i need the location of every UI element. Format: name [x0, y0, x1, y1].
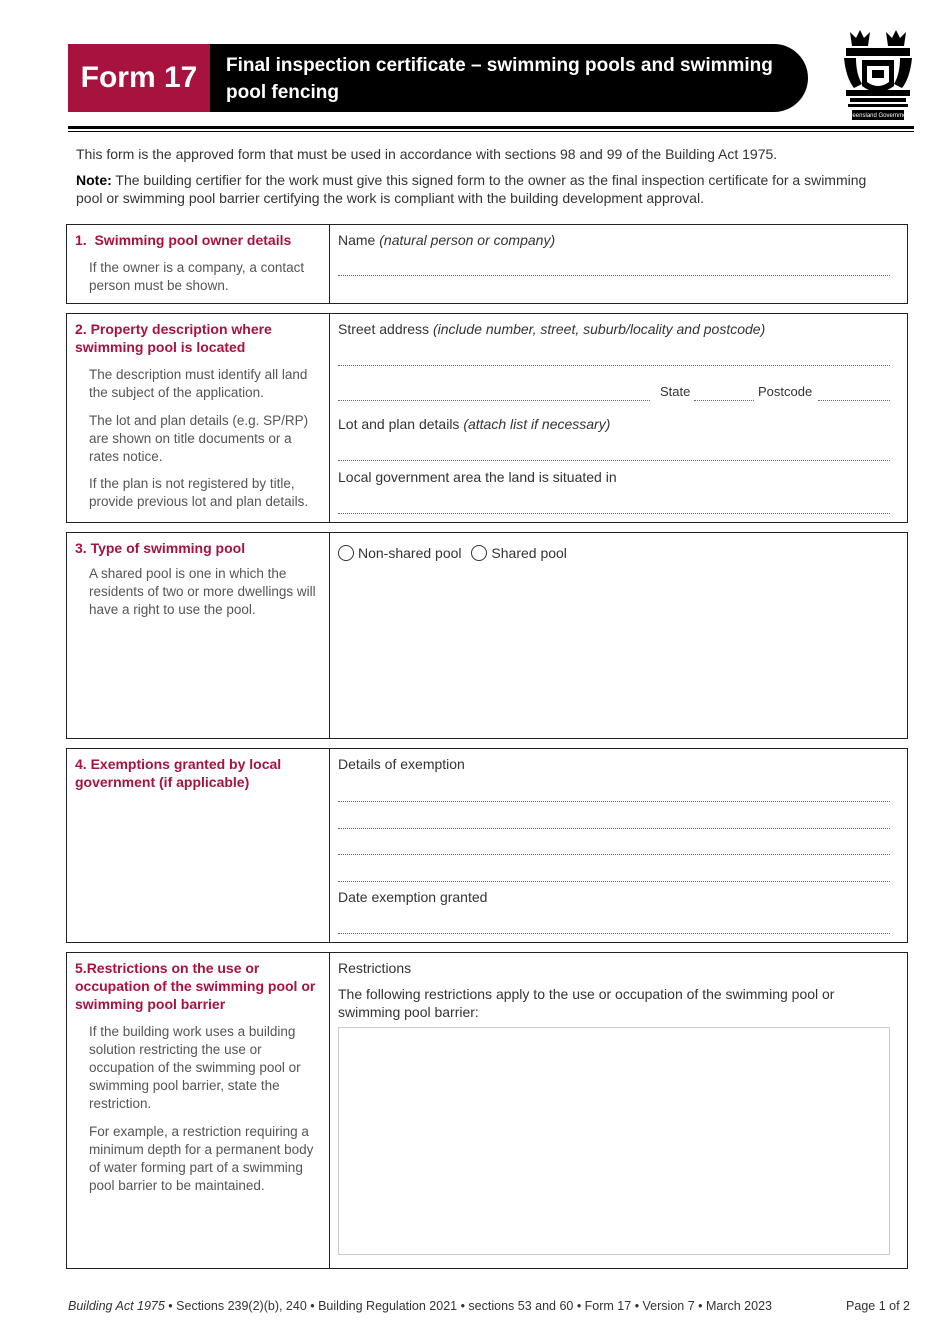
header-rule: [68, 126, 914, 129]
lot-plan-field[interactable]: [338, 460, 890, 461]
restrictions-text: The following restrictions apply to the use or occupation of the swimming pool or swimming pool barrier:: [338, 986, 835, 1020]
shared-pool-option[interactable]: Shared pool: [471, 545, 567, 561]
state-field[interactable]: [694, 400, 754, 401]
shared-pool-radio[interactable]: [471, 545, 487, 561]
section-hint-3: If the plan is not registered by title, provide previous lot and plan details.: [89, 476, 309, 509]
restrictions-input[interactable]: [338, 1027, 890, 1255]
pool-type-options: [338, 545, 573, 561]
section-title: 1. Swimming pool owner details: [75, 232, 292, 248]
section-title: 5.Restrictions on the use or occupation of the swimming pool or swimming pool barrier: [75, 960, 316, 1012]
section-hint-2: For example, a restriction requiring a minimum depth for a permanent body of water forming part of a swimming pool barrier to be maintained.: [89, 1124, 314, 1193]
street-address-field-2[interactable]: [338, 400, 650, 401]
form-number: Form 17: [68, 44, 210, 112]
section-divider: [329, 225, 330, 303]
exemption-details-field-1[interactable]: [338, 801, 890, 802]
section-restrictions: [66, 952, 908, 1269]
section-hint-2: The lot and plan details (e.g. SP/RP) are shown on title documents or a rates notice.: [89, 413, 309, 464]
intro-note: [76, 171, 896, 207]
section-title: 4. Exemptions granted by local government (if applicable): [75, 756, 282, 790]
section-divider: [329, 314, 330, 522]
note-label: Note:: [76, 172, 112, 188]
section-owner-details: [66, 224, 908, 304]
street-address-label: Street address (include number, street, suburb/locality and postcode): [338, 321, 766, 337]
section-property-description: [66, 313, 908, 523]
section-title: 3. Type of swimming pool: [75, 540, 246, 556]
street-address-field-1[interactable]: [338, 365, 890, 366]
intro-text: This form is the approved form that must be used in accordance with sections 98 and 99 of the Building Act 1975.: [76, 146, 778, 162]
restrictions-label: Restrictions: [338, 960, 412, 976]
section-divider: [329, 749, 330, 942]
lot-plan-label: Lot and plan details (attach list if necessary): [338, 416, 611, 432]
postcode-label: Postcode: [758, 384, 813, 399]
exemption-details-field-4[interactable]: [338, 881, 890, 882]
name-label: Name (natural person or company): [338, 232, 556, 248]
section-hint: If the owner is a company, a contact person must be shown.: [89, 260, 305, 293]
section-pool-type: [66, 532, 908, 739]
section-divider: [329, 533, 330, 738]
state-label: State: [660, 384, 691, 399]
queensland-crest-logo: [840, 26, 916, 122]
header-rule-thin: [68, 131, 914, 132]
exemption-details-field-3[interactable]: [338, 854, 890, 855]
name-field[interactable]: [338, 275, 890, 276]
exemption-date-label: Date exemption granted: [338, 889, 488, 905]
postcode-field[interactable]: [818, 400, 890, 401]
lga-label: Local government area the land is situated in: [338, 469, 617, 485]
note-text: The building certifier for the work must give this signed form to the owner as the final inspection certificate for a swimming pool or swimming pool barrier certifying the work is compliant with the building development approval.: [76, 172, 867, 206]
non-shared-pool-radio[interactable]: [338, 545, 354, 561]
page-title: Final inspection certificate – swimming pools and swimming pool fencing: [226, 55, 773, 103]
crest-text: Queensland Government: [844, 113, 912, 119]
section-hint-1: The description must identify all land the subject of the application.: [89, 367, 308, 400]
lga-field[interactable]: [338, 513, 890, 514]
non-shared-pool-option[interactable]: Non-shared pool: [338, 545, 465, 561]
exemption-details-field-2[interactable]: [338, 828, 890, 829]
section-title: 2. Property description where swimming pool is located: [75, 321, 272, 355]
page-number: Page 1 of 2: [846, 1299, 910, 1313]
section-divider: [329, 953, 330, 1268]
exemption-date-field[interactable]: [338, 933, 890, 934]
footer-citation: Building Act 1975 • Sections 239(2)(b), 240 • Building Regulation 2021 • sections 53 and 60 • Form 17 • Version 7 • March 2023: [68, 1299, 772, 1313]
section-hint: A shared pool is one in which the residents of two or more dwellings will have a right to use the pool.: [89, 566, 316, 617]
section-hint-1: If the building work uses a building solution restricting the use or occupation of the swimming pool or swimming pool barrier, state the restriction.: [89, 1024, 301, 1111]
exemption-details-label: Details of exemption: [338, 756, 465, 772]
section-exemptions: [66, 748, 908, 943]
